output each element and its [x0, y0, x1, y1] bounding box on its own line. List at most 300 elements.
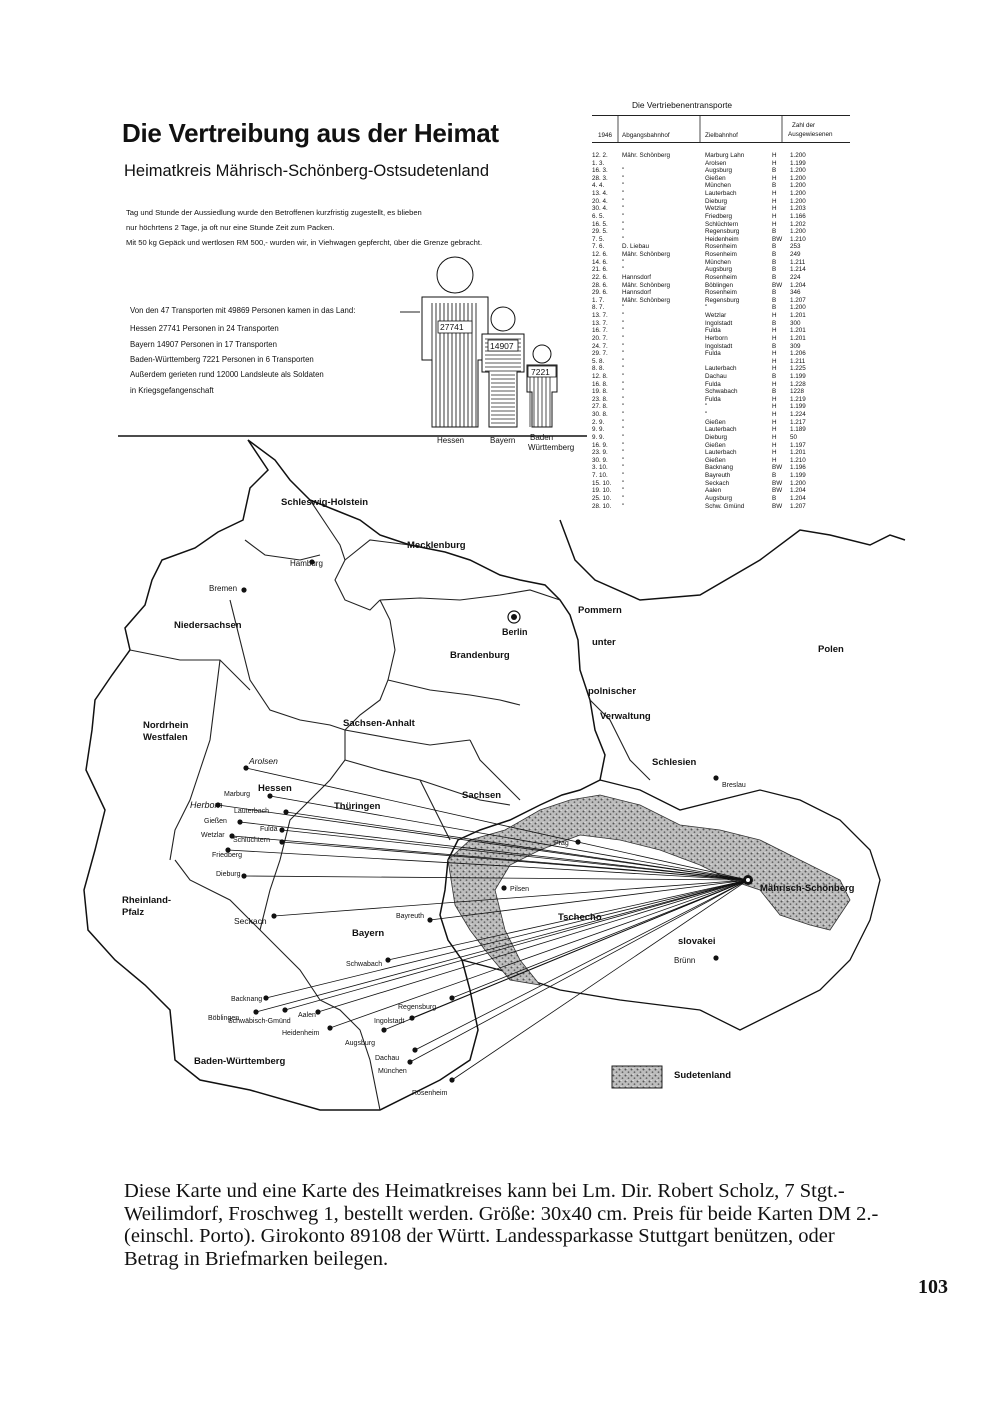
row-date: 7. 5. — [592, 235, 605, 243]
row-count: 1.201 — [790, 312, 806, 320]
figure-value-hessen: 27741 — [440, 322, 464, 332]
row-to: Wetzlar — [705, 312, 727, 320]
row-from: " — [622, 342, 625, 350]
row-to: Seckach — [705, 479, 730, 487]
marker-giessen — [237, 819, 242, 824]
marker-aalen — [315, 1009, 320, 1014]
row-count: 1.224 — [790, 411, 806, 419]
route-heidenheim — [330, 880, 748, 1028]
row-date: 22. 6. — [592, 273, 608, 281]
row-count: 1.200 — [790, 152, 806, 159]
city-breslau: Breslau — [722, 782, 746, 789]
region-sachsen-anhalt: Sachsen-Anhalt — [343, 718, 415, 729]
row-count: 1.202 — [790, 220, 806, 228]
row-date: 6. 5. — [592, 212, 605, 220]
row-from: " — [622, 502, 625, 510]
region-nordrhein: Nordrhein — [143, 720, 189, 731]
row-date: 13. 7. — [592, 319, 608, 327]
row-date: 15. 10. — [592, 479, 612, 487]
figure-value-bayern: 14907 — [490, 341, 514, 351]
row-state: H — [772, 456, 777, 464]
marker-schw-gmuend — [282, 1007, 287, 1012]
city-schluechtern: Schlüchtern — [233, 837, 270, 844]
city-hamburg: Hamburg — [290, 559, 323, 568]
row-state: H — [772, 350, 777, 358]
row-count: 1.228 — [790, 380, 806, 388]
region-schleswig-holstein: Schleswig-Holstein — [281, 497, 369, 508]
row-state: BW — [772, 464, 783, 472]
row-to: Rosenheim — [705, 243, 737, 251]
row-from: " — [622, 167, 625, 175]
row-to: " — [705, 411, 708, 419]
row-to: Augsburg — [705, 494, 732, 502]
row-count: 1.201 — [790, 334, 806, 342]
row-state: H — [772, 212, 777, 220]
region-tschecho: Tschecho — [558, 912, 602, 923]
row-date: 19. 8. — [592, 388, 608, 396]
row-count: 1.199 — [790, 372, 806, 380]
row-state: B — [772, 167, 777, 175]
row-count: 1.203 — [790, 205, 806, 213]
row-state: B — [772, 289, 777, 297]
row-date: 12. 6. — [592, 251, 608, 259]
row-count: 1.200 — [790, 228, 806, 236]
region-hessen: Hessen — [258, 783, 292, 794]
row-to: Regensburg — [705, 296, 740, 304]
row-count: 1.200 — [790, 167, 806, 175]
row-state: B — [772, 472, 777, 480]
row-from: " — [622, 388, 625, 396]
figure-label-bayern: Bayern — [490, 436, 516, 445]
row-state: B — [772, 372, 777, 380]
row-state: B — [772, 258, 777, 266]
marker-bremen — [241, 587, 246, 592]
row-date: 2. 9. — [592, 418, 605, 426]
row-to: Wetzlar — [705, 205, 727, 213]
header-to: Zielbahnhof — [705, 132, 738, 139]
row-count: 50 — [790, 433, 798, 441]
region-niedersachsen: Niedersachsen — [174, 620, 242, 631]
row-date: 16. 9. — [592, 441, 608, 449]
row-from: Hannsdorf — [622, 273, 652, 281]
row-date: 21. 6. — [592, 266, 608, 274]
figure-value-baden: 7221 — [531, 367, 550, 377]
row-from: " — [622, 350, 625, 358]
row-to: Ingolstadt — [705, 319, 733, 327]
row-from: " — [622, 395, 625, 403]
ordering-note: Diese Karte und eine Karte des Heimatkreises kann bei Lm. Dir. Robert Scholz, 7 Stgt.-Weilimdorf, Froschweg 1, bestellt werden. Größe: 30x40 cm. Preis für beide Karten DM 2.- (einschl. Porto). Girokonto 89108 der Württ. Landessparkasse Stuttgart benützen, oder Betrag in Briefmarken beilegen. — [124, 1180, 879, 1270]
header-year: 1946 — [598, 132, 613, 139]
marker-pilsen — [501, 885, 506, 890]
row-from: " — [622, 205, 625, 213]
page-title: Die Vertreibung aus der Heimat — [122, 118, 499, 148]
row-count: 1.210 — [790, 235, 806, 243]
row-count: 1.211 — [790, 357, 806, 365]
row-state: B — [772, 243, 777, 251]
city-schwabach: Schwabach — [346, 961, 383, 968]
marker-rosenheim — [449, 1077, 454, 1082]
city-schw-gmuend: Schwäbisch-Gmünd — [228, 1018, 291, 1025]
table-caption: Die Vertriebenentransporte — [632, 100, 733, 110]
row-date: 16. 8. — [592, 380, 608, 388]
row-to: Lauterbach — [705, 190, 737, 198]
row-state: B — [772, 304, 777, 312]
row-count: 1.204 — [790, 487, 806, 495]
marker-seckach — [271, 913, 276, 918]
row-date: 7. 10. — [592, 472, 608, 480]
row-to: Gießen — [705, 456, 726, 464]
row-count: 1228 — [790, 388, 805, 396]
row-date: 30. 4. — [592, 205, 608, 213]
row-to: Gießen — [705, 418, 726, 426]
marker-bayreuth — [427, 917, 432, 922]
marker-augsburg — [381, 1027, 386, 1032]
row-state: BW — [772, 281, 783, 289]
row-to: Aalen — [705, 487, 722, 495]
city-berlin: Berlin — [502, 627, 528, 637]
row-to: Dieburg — [705, 433, 728, 441]
row-from: " — [622, 312, 625, 320]
row-state: H — [772, 357, 777, 365]
city-arolsen: Arolsen — [249, 756, 278, 766]
city-regensburg: Regensburg — [398, 1004, 437, 1011]
row-count: 1.166 — [790, 212, 806, 220]
city-dachau: Dachau — [375, 1055, 400, 1062]
row-from: " — [622, 441, 625, 449]
row-state: BW — [772, 235, 783, 243]
row-from: " — [622, 372, 625, 380]
row-state: B — [772, 228, 777, 236]
region-bayern: Bayern — [352, 928, 385, 939]
row-date: 9. 9. — [592, 433, 605, 441]
row-from: " — [622, 212, 625, 220]
region-baden-wuerttemberg: Baden-Württemberg — [194, 1056, 286, 1067]
row-to: Augsburg — [705, 167, 732, 175]
row-state: B — [772, 266, 777, 274]
row-count: 253 — [790, 243, 801, 251]
row-state: H — [772, 334, 777, 342]
marker-bruenn — [713, 955, 718, 960]
row-count: 1.214 — [790, 266, 806, 274]
row-to: Ingolstadt — [705, 342, 733, 350]
marker-prag — [575, 839, 580, 844]
row-to: München — [705, 182, 731, 190]
row-date: 29. 5. — [592, 228, 608, 236]
row-date: 12. 2. — [592, 152, 608, 159]
marker-arolsen — [243, 765, 248, 770]
row-count: 1.201 — [790, 449, 806, 457]
row-to: Bayreuth — [705, 472, 731, 480]
row-from: " — [622, 487, 625, 495]
marker-heidenheim — [327, 1025, 332, 1030]
intro-line: Tag und Stunde der Aussiedlung wurde den Betroffenen kurzfristig zugestellt, es blieben — [126, 208, 422, 217]
row-date: 1. 3. — [592, 159, 605, 167]
row-state: H — [772, 426, 777, 434]
region-brandenburg: Brandenburg — [450, 650, 510, 661]
region-rheinland: Rheinland- — [122, 895, 172, 906]
figure-label-hessen: Hessen — [437, 436, 465, 445]
city-pilsen: Pilsen — [510, 886, 530, 893]
marker-lauterbach — [283, 809, 288, 814]
row-count: 1.207 — [790, 296, 806, 304]
marker-boeblingen — [253, 1009, 258, 1014]
row-date: 8. 7. — [592, 304, 605, 312]
city-heidenheim: Heidenheim — [282, 1030, 320, 1037]
row-date: 25. 10. — [592, 494, 612, 502]
row-to: Rosenheim — [705, 273, 737, 281]
row-count: 224 — [790, 273, 801, 281]
marker-regensburg — [449, 995, 454, 1000]
row-from: D. Liebau — [622, 243, 649, 251]
row-to: " — [705, 403, 708, 411]
row-from: Mähr. Schönberg — [622, 152, 670, 159]
row-to: Dachau — [705, 372, 727, 380]
row-date: 9. 9. — [592, 426, 605, 434]
row-state: H — [772, 395, 777, 403]
row-count: 309 — [790, 342, 801, 350]
stat-line: in Kriegsgefangenschaft — [130, 386, 214, 395]
marker-schluechtern — [279, 839, 284, 844]
stat-line: Hessen 27741 Personen in 24 Transporten — [130, 324, 279, 333]
region-slovakei: slovakei — [678, 936, 716, 947]
intro-line: Mit 50 kg Gepäck und wertlosen RM 500,- wurden wir, in Viehwagen gepfercht, über die Grenze gebracht. — [126, 238, 483, 247]
row-state: BW — [772, 502, 783, 510]
row-to: Fulda — [705, 327, 721, 335]
row-date: 28. 3. — [592, 174, 608, 182]
row-count: 1.200 — [790, 174, 806, 182]
row-to: Schwabach — [705, 388, 738, 396]
row-count: 1.204 — [790, 494, 806, 502]
route-boeblingen — [256, 880, 748, 1012]
row-state: H — [772, 365, 777, 373]
row-state: B — [772, 494, 777, 502]
city-herborn: Herborn — [190, 800, 223, 810]
row-to: " — [705, 304, 708, 312]
row-count: 1.199 — [790, 403, 806, 411]
row-state: H — [772, 205, 777, 213]
region-polnischer: polnischer — [588, 686, 637, 697]
row-date: 19. 10. — [592, 487, 612, 495]
city-dieburg: Dieburg — [216, 871, 241, 878]
oder-line — [560, 520, 905, 600]
row-to: Schlüchtern — [705, 220, 739, 228]
marker-marburg — [267, 793, 272, 798]
row-count: 1.200 — [790, 304, 806, 312]
row-state: H — [772, 418, 777, 426]
row-from: " — [622, 258, 625, 266]
row-to: Arolsen — [705, 159, 727, 167]
region-sachsen: Sachsen — [462, 790, 502, 801]
row-count: 346 — [790, 289, 801, 297]
city-aalen: Aalen — [298, 1012, 316, 1019]
region-thueringen: Thüringen — [334, 801, 381, 812]
row-date: 30. 8. — [592, 411, 608, 419]
row-from: " — [622, 426, 625, 434]
row-count: 1.201 — [790, 327, 806, 335]
row-date: 16. 3. — [592, 167, 608, 175]
row-date: 7. 6. — [592, 243, 605, 251]
row-date: 28. 10. — [592, 502, 612, 510]
row-state: H — [772, 152, 777, 159]
row-from: " — [622, 220, 625, 228]
city-wetzlar: Wetzlar — [201, 832, 225, 839]
row-date: 4. 4. — [592, 182, 605, 190]
row-from: " — [622, 403, 625, 411]
row-from: " — [622, 411, 625, 419]
legend-swatch — [612, 1066, 662, 1088]
row-from: " — [622, 464, 625, 472]
city-backnang: Backnang — [231, 996, 263, 1003]
region-pommern: Pommern — [578, 605, 622, 616]
marker-breslau — [713, 775, 718, 780]
city-friedberg: Friedberg — [212, 852, 242, 859]
row-date: 24. 7. — [592, 342, 608, 350]
row-count: 1.200 — [790, 190, 806, 198]
region-mecklenburg: Mecklenburg — [407, 540, 466, 551]
row-date: 29. 7. — [592, 350, 608, 358]
row-state: H — [772, 411, 777, 419]
region-verwaltung: Verwaltung — [600, 711, 651, 722]
city-giessen: Gießen — [204, 818, 227, 825]
row-to: Marburg Lahn — [705, 152, 745, 159]
origin-label: Mährisch-Schönberg — [760, 883, 855, 894]
row-state: B — [772, 296, 777, 304]
row-from: " — [622, 304, 625, 312]
row-from: " — [622, 365, 625, 373]
city-seckach: Seckach — [234, 916, 267, 926]
figure-label-baden: Baden — [530, 433, 554, 442]
region-unter: unter — [592, 637, 616, 648]
row-count: 1.225 — [790, 365, 806, 373]
row-from: " — [622, 235, 625, 243]
row-to: Backnang — [705, 464, 734, 472]
city-bremen: Bremen — [209, 584, 238, 593]
row-count: 1.210 — [790, 456, 806, 464]
row-from: " — [622, 494, 625, 502]
row-to: Gießen — [705, 441, 726, 449]
header-from: Abgangsbahnhof — [622, 132, 670, 139]
region-polen: Polen — [818, 644, 844, 655]
row-from: " — [622, 472, 625, 480]
city-ingolstadt: Ingolstadt — [374, 1018, 405, 1025]
row-date: 23. 9. — [592, 449, 608, 457]
row-from: " — [622, 449, 625, 457]
row-date: 16. 7. — [592, 327, 608, 335]
row-date: 23. 8. — [592, 395, 608, 403]
row-date: 16. 5. — [592, 220, 608, 228]
marker-dachau — [412, 1047, 417, 1052]
marker-dieburg — [241, 873, 246, 878]
row-date: 5. 8. — [592, 357, 605, 365]
row-from: " — [622, 228, 625, 236]
city-fulda: Fulda — [260, 826, 278, 833]
czech-border — [462, 960, 700, 1010]
city-marburg: Marburg — [224, 791, 251, 798]
row-count: 249 — [790, 251, 801, 259]
row-to: Heidenheim — [705, 235, 739, 243]
row-count: 300 — [790, 319, 801, 327]
legend-label: Sudetenland — [674, 1070, 732, 1081]
row-state: B — [772, 251, 777, 259]
header-count: Zahl der — [792, 122, 816, 129]
row-from: " — [622, 418, 625, 426]
row-date: 3. 10. — [592, 464, 608, 472]
intro-line: nur höchrtens 2 Tage, ja oft nur eine Stunde Zeit zum Packen. — [126, 223, 335, 232]
row-from: Mähr. Schönberg — [622, 281, 670, 289]
row-to: Friedberg — [705, 212, 732, 220]
city-rosenheim: Rosenheim — [412, 1090, 448, 1097]
row-from: " — [622, 433, 625, 441]
row-date: 30. 9. — [592, 456, 608, 464]
city-prag: Prag — [554, 840, 569, 847]
row-to: Augsburg — [705, 266, 732, 274]
row-to: Regensburg — [705, 228, 740, 236]
row-date: 28. 6. — [592, 281, 608, 289]
row-date: 13. 4. — [592, 190, 608, 198]
germany-outline — [84, 440, 605, 1110]
row-date: 20. 7. — [592, 334, 608, 342]
row-count: 1.219 — [790, 395, 806, 403]
row-state: H — [772, 380, 777, 388]
row-to: Schw. Gmünd — [705, 502, 745, 510]
row-date: 13. 7. — [592, 312, 608, 320]
header-count-2: Ausgewiesenen — [788, 131, 833, 138]
row-state: H — [772, 190, 777, 198]
row-count: 1.211 — [790, 258, 806, 266]
row-date: 29. 6. — [592, 289, 608, 297]
row-count: 1.204 — [790, 281, 806, 289]
stat-line: Bayern 14907 Personen in 17 Transporten — [130, 340, 277, 349]
row-from: " — [622, 456, 625, 464]
row-from: " — [622, 357, 625, 365]
row-to: Rosenheim — [705, 251, 737, 259]
region-pfalz: Pfalz — [122, 907, 145, 918]
row-from: " — [622, 327, 625, 335]
row-count: 1.199 — [790, 159, 806, 167]
page-subtitle: Heimatkreis Mährisch-Schönberg-Ostsudetenland — [124, 162, 489, 180]
row-state: H — [772, 449, 777, 457]
row-to: Herborn — [705, 334, 728, 342]
row-state: B — [772, 182, 777, 190]
row-to: Gießen — [705, 174, 726, 182]
row-state: B — [772, 319, 777, 327]
row-from: " — [622, 174, 625, 182]
row-from: " — [622, 479, 625, 487]
row-from: Mähr. Schönberg — [622, 296, 670, 304]
row-state: B — [772, 388, 777, 396]
row-count: 1.207 — [790, 502, 806, 510]
row-count: 1.200 — [790, 479, 806, 487]
row-from: " — [622, 266, 625, 274]
row-state: H — [772, 159, 777, 167]
row-count: 1.200 — [790, 197, 806, 205]
row-state: H — [772, 174, 777, 182]
row-from: " — [622, 380, 625, 388]
row-state: BW — [772, 487, 783, 495]
row-state: H — [772, 197, 777, 205]
row-state: H — [772, 441, 777, 449]
row-to: Lauterbach — [705, 426, 737, 434]
row-state: H — [772, 312, 777, 320]
row-from: Hannsdorf — [622, 289, 652, 297]
row-to: Fulda — [705, 350, 721, 358]
city-boeblingen: Böblingen — [208, 1015, 240, 1022]
stat-line: Von den 47 Transporten mit 49869 Personen kamen in das Land: — [130, 306, 356, 315]
row-to: Lauterbach — [705, 365, 737, 373]
city-bruenn: Brünn — [674, 956, 696, 965]
marker-muenchen — [407, 1059, 412, 1064]
row-to: Rosenheim — [705, 289, 737, 297]
